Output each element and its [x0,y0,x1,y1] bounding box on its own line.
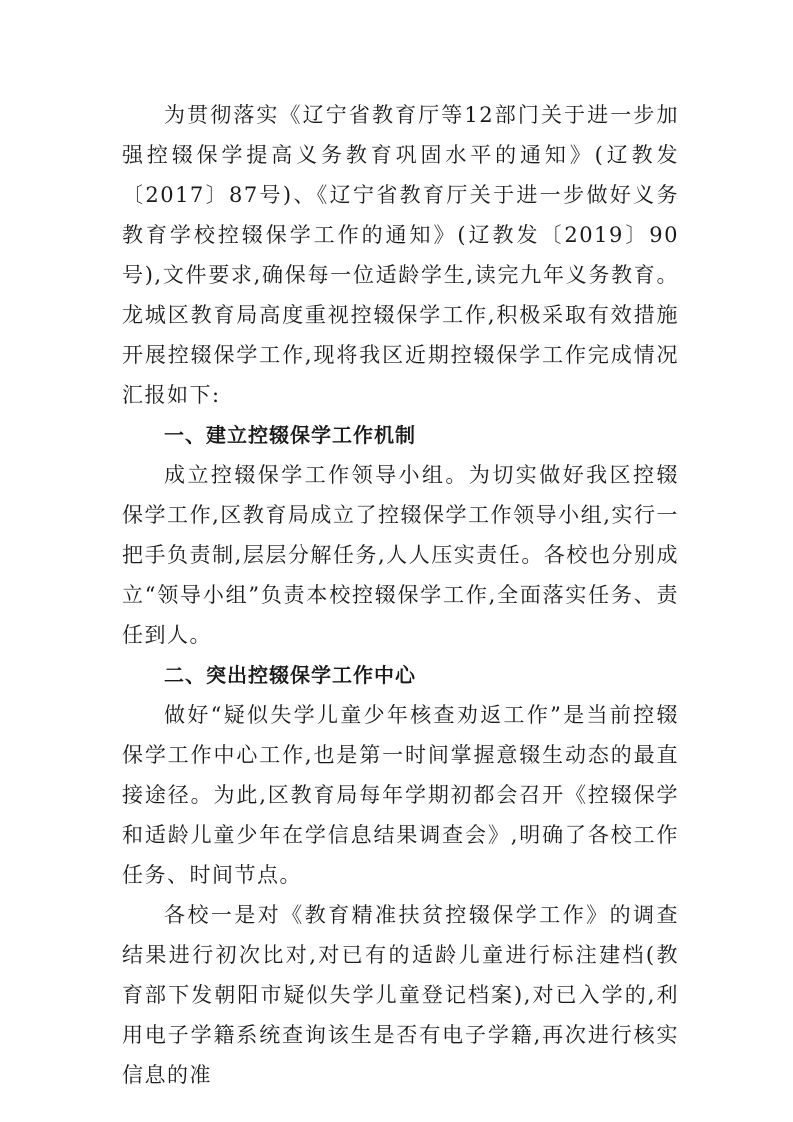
section-1-paragraph: 成立控辍保学工作领导小组。为切实做好我区控辍保学工作,区教育局成立了控辍保学工作领导小组,实行一把手负责制,层层分解任务,人人压实责任。各校也分别成立“领导小组”负责本校控辍保学工作,全面落实任务、责任到人。 [122,463,679,647]
document-body [122,95,679,1095]
section-heading-1: 一、建立控辍保学工作机制 [164,423,416,447]
section-heading-2: 二、突出控辍保学工作中心 [164,663,416,687]
section-2-paragraph-2: 各校一是对《教育精准扶贫控辍保学工作》的调查结果进行初次比对,对已有的适龄儿童进行标注建档(教育部下发朝阳市疑似失学儿童登记档案),对已入学的,利用电子学籍系统查询该生是否有电子学籍,再次进行核实信息的准 [122,903,679,1087]
intro-paragraph: 为贯彻落实《辽宁省教育厅等12部门关于进一步加强控辍保学提高义务教育巩固水平的通知》(辽教发〔2017〕87号)、《辽宁省教育厅关于进一步做好义务教育学校控辍保学工作的通知》(辽教发〔2019〕90号),文件要求,确保每一位适龄学生,读完九年义务教育。龙城区教育局高度重视控辍保学工作,积极采取有效措施开展控辍保学工作,现将我区近期控辍保学工作完成情况汇报如下: [122,103,679,407]
section-2-paragraph-1: 做好“疑似失学儿童少年核查劝返工作”是当前控辍保学工作中心工作,也是第一时间掌握意辍生动态的最直接途径。为此,区教育局每年学期初都会召开《控辍保学和适龄儿童少年在学信息结果调查会》,明确了各校工作任务、时间节点。 [122,703,679,887]
